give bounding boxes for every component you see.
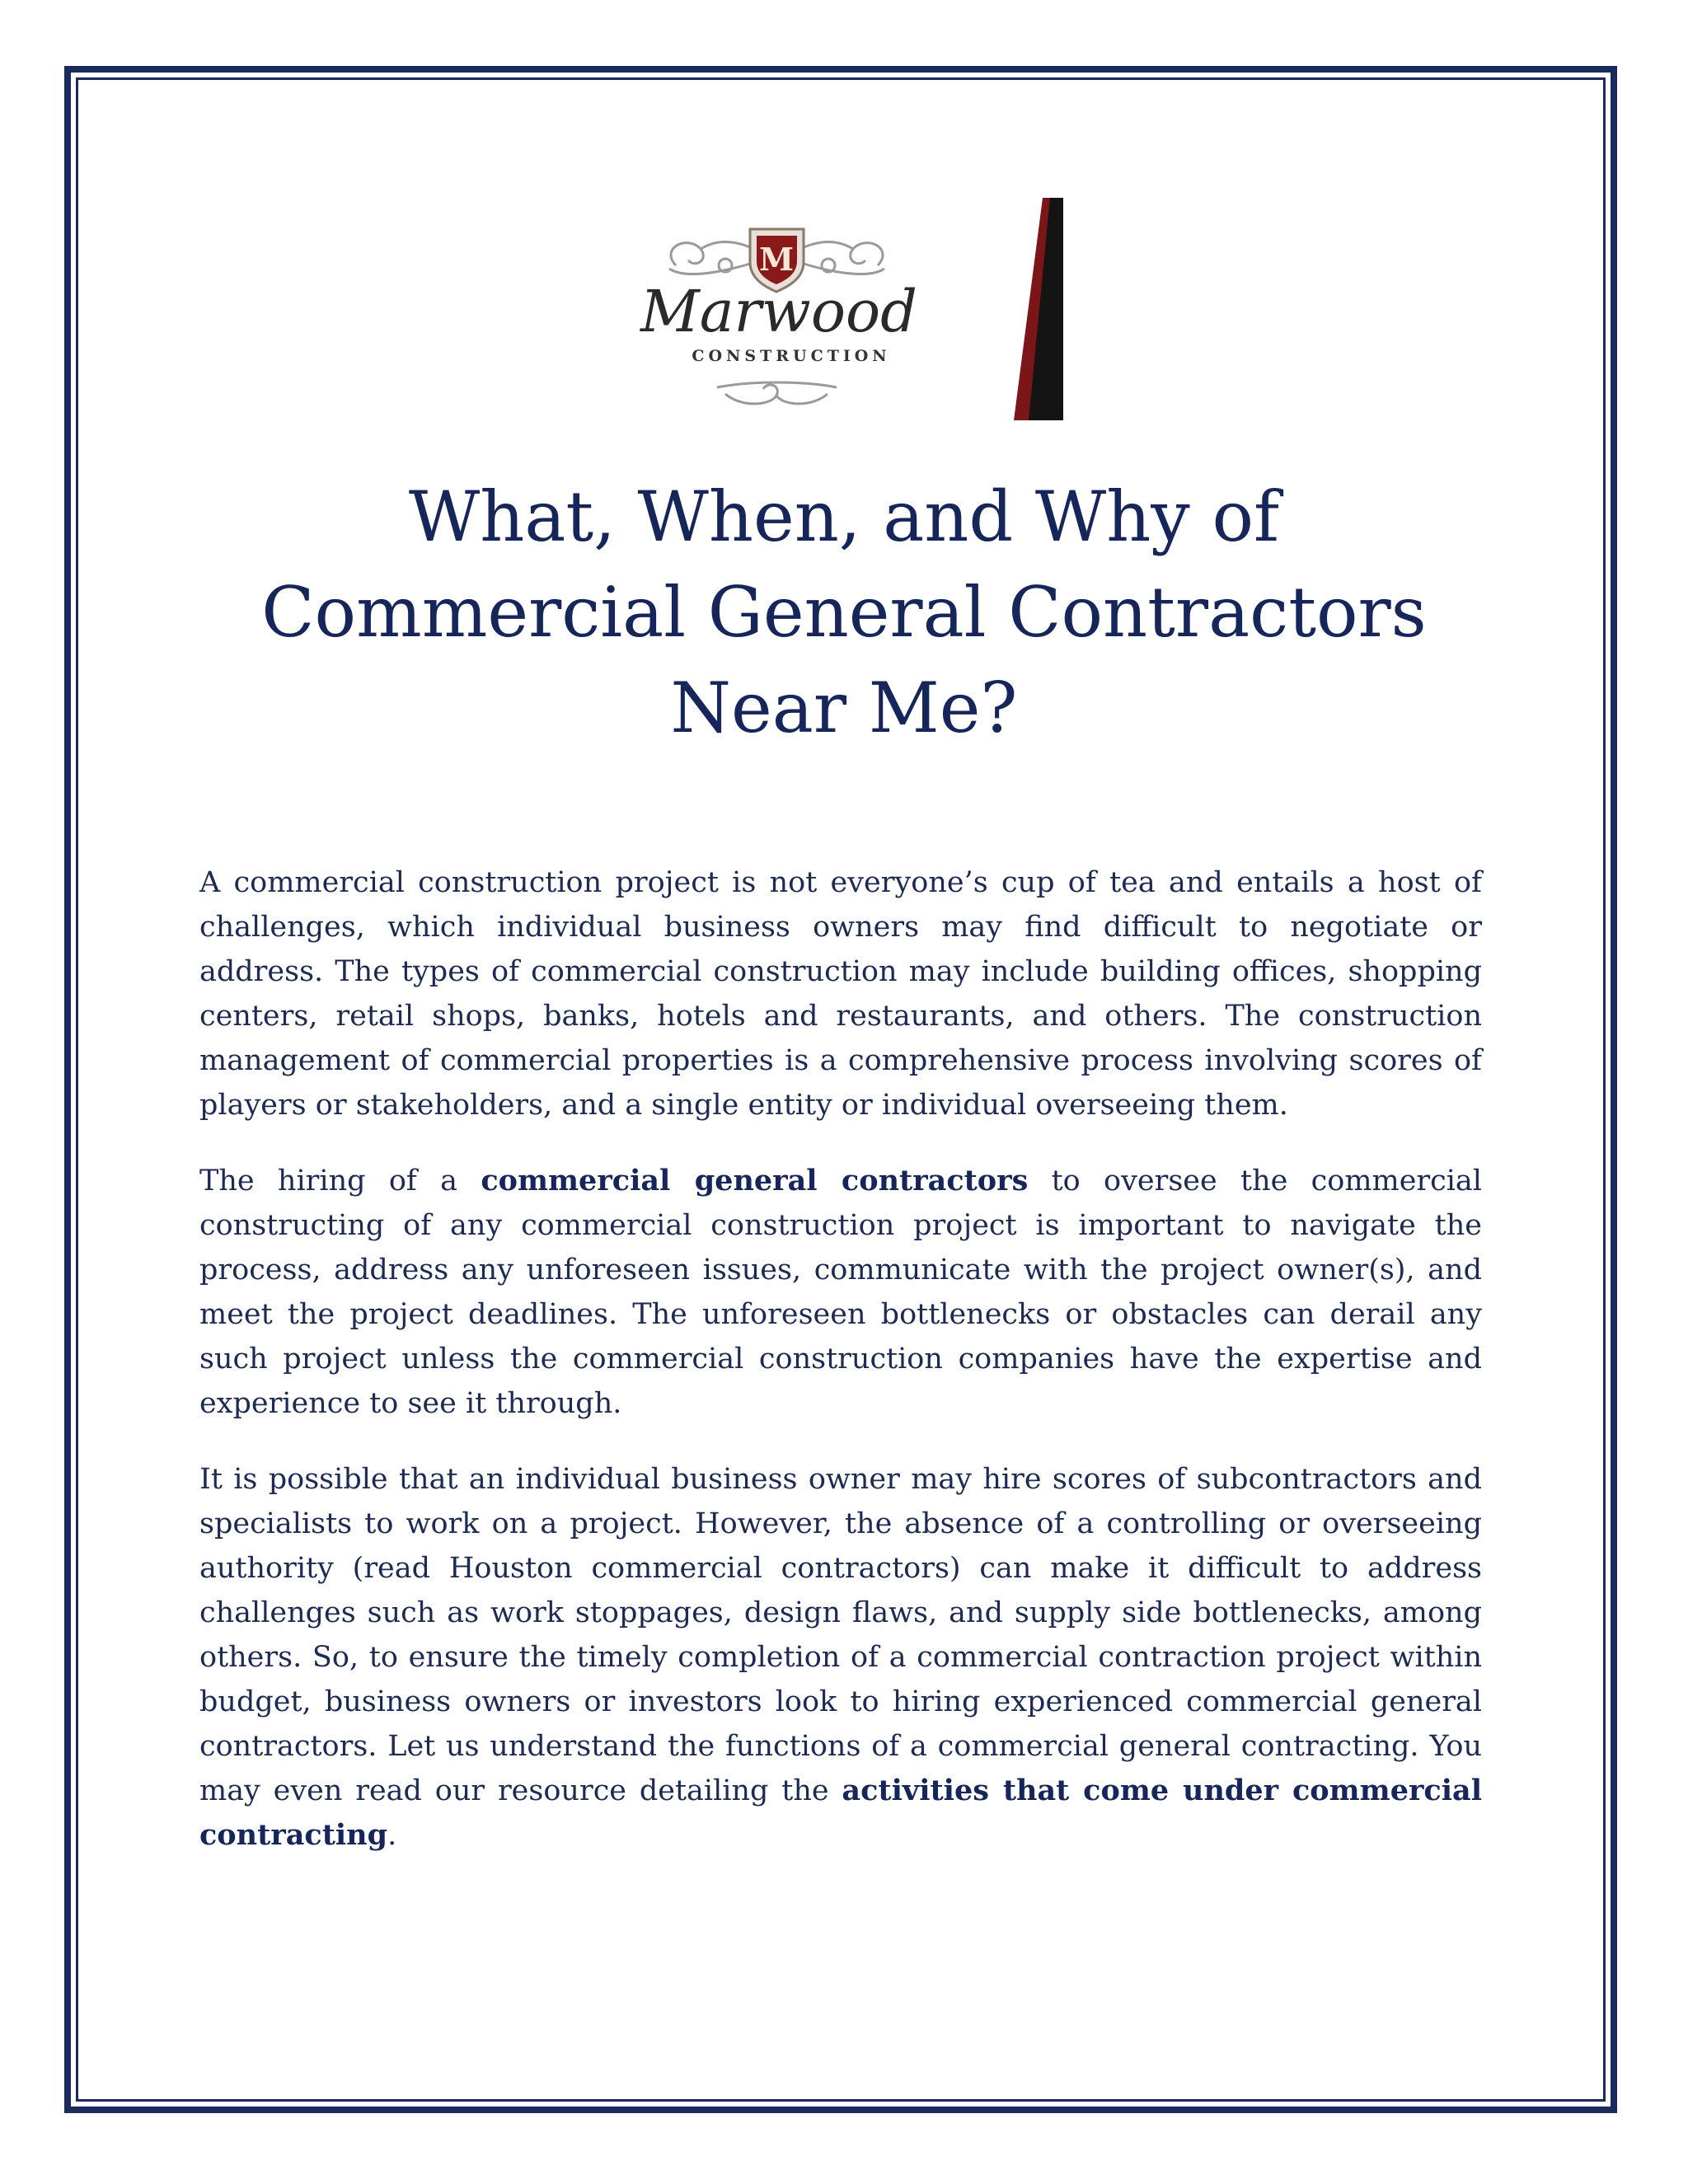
- brand-name: Marwood: [640, 278, 917, 345]
- marwood-construction-logo: [626, 190, 1071, 429]
- scroll-ornament-bottom: [717, 382, 837, 404]
- article-body: [199, 860, 1482, 1889]
- commercial-contracting-activities-link[interactable]: activities that come under commercial contracting: [199, 1774, 1483, 1852]
- diagonal-stripe: [1014, 198, 1063, 420]
- paragraph-3-text-a: It is possible that an individual business owner may hire scores of subcontractors and specialists to work on a project. However, the absence of a controlling or overseeing authority (read Houston commercial contractors) can make it difficult to address challenges such as work stoppages, design flaws, and supply side bottlenecks, among others. So, to ensure the timely completion of a commercial contraction project within budget, business owners or investors look to hiring experienced commercial general contractors. Let us understand the functions of a commercial general contracting. You may even read our resource detailing the: [199, 1463, 1482, 1807]
- paragraph-3-text-b: .: [387, 1819, 397, 1852]
- badge-letter: M: [758, 241, 795, 278]
- paragraph-2-text-b: to oversee the commercial constructing of any commercial construction project is important to navigate the process, address any unforeseen issues, communicate with the project owner(s), and meet the project deadlines. The unforeseen bottlenecks or obstacles can derail any such project unless the commercial construction companies have the expertise and experience to see it through.: [199, 1165, 1482, 1420]
- paragraph-2: [199, 1159, 1482, 1426]
- paragraph-3: [199, 1457, 1482, 1858]
- commercial-general-contractors-link[interactable]: commercial general contractors: [481, 1164, 1029, 1197]
- title-line-3: Near Me?: [670, 667, 1018, 748]
- paragraph-1: A commercial construction project is not everyone’s cup of tea and entails a host of challenges, which individual business owners may find difficult to negotiate or address. The types of commercial construction may include building offices, shopping centers, retail shops, banks, hotels and restaurants, and others. The construction management of commercial properties is a comprehensive process involving scores of players or stakeholders, and a single entity or individual overseeing them.: [199, 866, 1482, 1122]
- page-title: [115, 470, 1573, 757]
- brand-sub: CONSTRUCTION: [692, 347, 891, 365]
- paragraph-2-text-a: The hiring of a: [199, 1165, 481, 1197]
- title-line-2: Commercial General Contractors: [261, 571, 1427, 653]
- title-line-1: What, When, and Why of: [408, 476, 1280, 557]
